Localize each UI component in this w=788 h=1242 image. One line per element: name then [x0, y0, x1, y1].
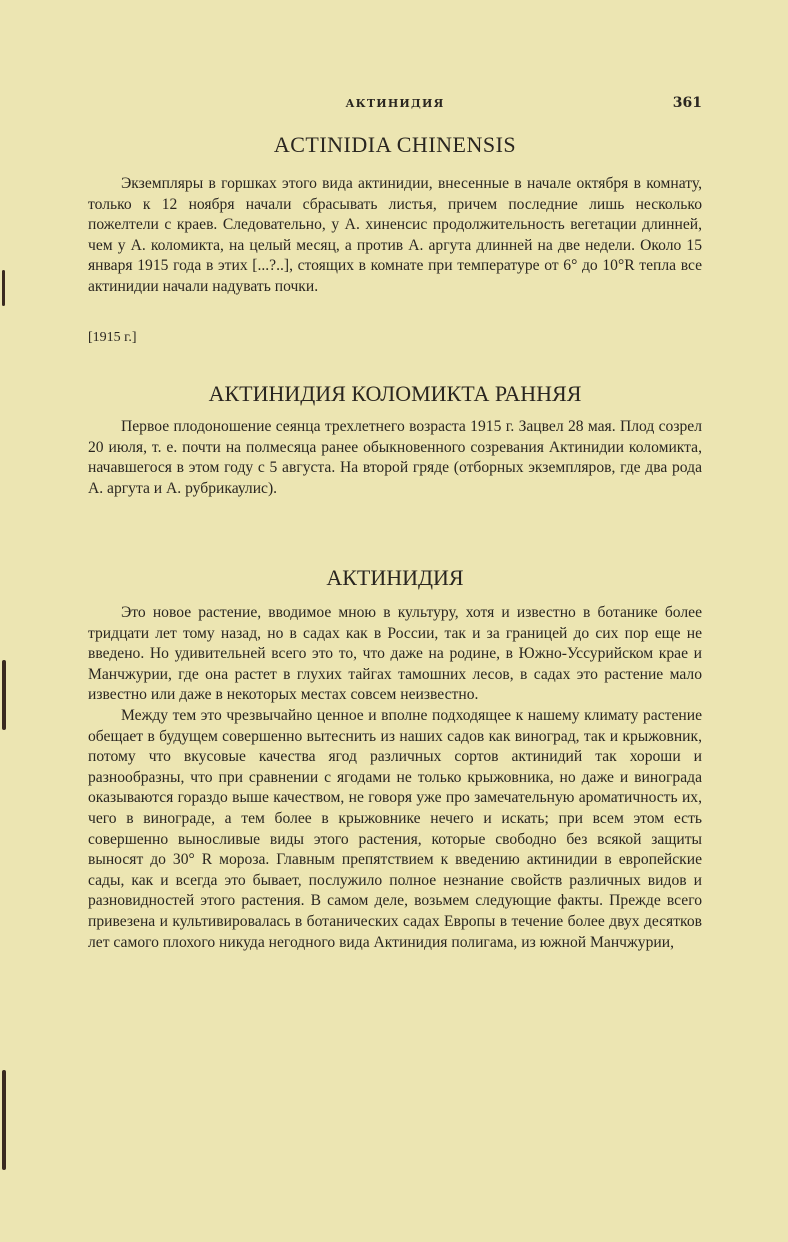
section-title-kolomikta: АКТИНИДИЯ КОЛОМИКТА РАННЯЯ: [208, 381, 582, 406]
section-title-actinidia: АКТИНИДИЯ: [326, 565, 464, 590]
page-number: 361: [672, 95, 702, 111]
left-edge-mark: [2, 1070, 6, 1170]
section-body-actinidia-chinensis: [88, 174, 702, 298]
paragraph: Экземпляры в горшках этого вида актинидии, внесенные в начале октября в комнату, только к 12 ноября начали сбрасывать листья, причем последние лишь несколько пожелтели с краев. Следовательно, у А. хиненсис продолжительность вегетации длинней, чем у А. коломикта, на целый месяц, а против А. аргута длинней на две недели. Около 15 января 1915 года в этих [...?..], стоящих в комнате при температуре от 6° до 10°R тепла все актинидии начали надувать почки.: [88, 175, 702, 295]
paragraph: Между тем это чрезвычайно ценное и вполне подходящее к нашему климату растение обещает в будущем совершенно вытеснить из наших садов как виноград, так и крыжовник, потому что вкусовые качества ягод различных сортов актинидий так хороши и разнообразны, что при сравнении с ягодами не только крыжовника, но даже и винограда оказываются гораздо выше качеством, не говоря уже про замечательную ароматичность их, чего в винограде, а тем более в крыжовнике нечего и искать; при всем этом есть совершенно выносливые виды этого растения, которые свободно без всякой защиты выносят до 30° R мороза. Главным препятствием к введению актинидии в европейские сады, как и всегда это бывает, послужило полное незнание свойств различных видов и разновидностей этого растения. В самом деле, возьмем следующие факты. Прежде всего привезена и культивировалась в ботанических садах Европы в течение более двух десятков лет самого плохого никуда негодного вида Актинидия полигама, из южной Манчжурии,: [88, 706, 702, 951]
section-body-actinidia: [88, 603, 702, 953]
date-note: [1915 г.]: [88, 330, 137, 345]
left-edge-mark: [2, 270, 5, 306]
running-head-title: АКТИНИДИЯ: [345, 97, 445, 110]
paragraph: Это новое растение, вводимое мною в культуру, хотя и известно в ботанике более тридцати лет тому назад, но в садах как в России, так и за границей до сих пор еще не введено. Но удивительней всего это то, что даже на родине, в Южно-Уссурийском крае и Манчжурии, где она растет в глухих тайгах тамошних лесов, в садах это растение мало известно или даже в некоторых местах совсем неизвестно.: [88, 604, 702, 704]
section-body-kolomikta: [88, 417, 702, 499]
left-edge-mark: [2, 660, 6, 730]
section-title-actinidia-chinensis: ACTINIDIA CHINENSIS: [273, 132, 517, 157]
running-head: [88, 97, 702, 117]
paragraph: Первое плодоношение сеянца трехлетнего возраста 1915 г. Зацвел 28 мая. Плод созрел 20 июля, т. е. почти на полмесяца ранее обыкновенного созревания Актинидии коломикта, начавшегося в этом году с 5 августа. На второй гряде (отборных экземпляров, где два рода А. аргута и А. рубрикаулис).: [88, 418, 702, 497]
